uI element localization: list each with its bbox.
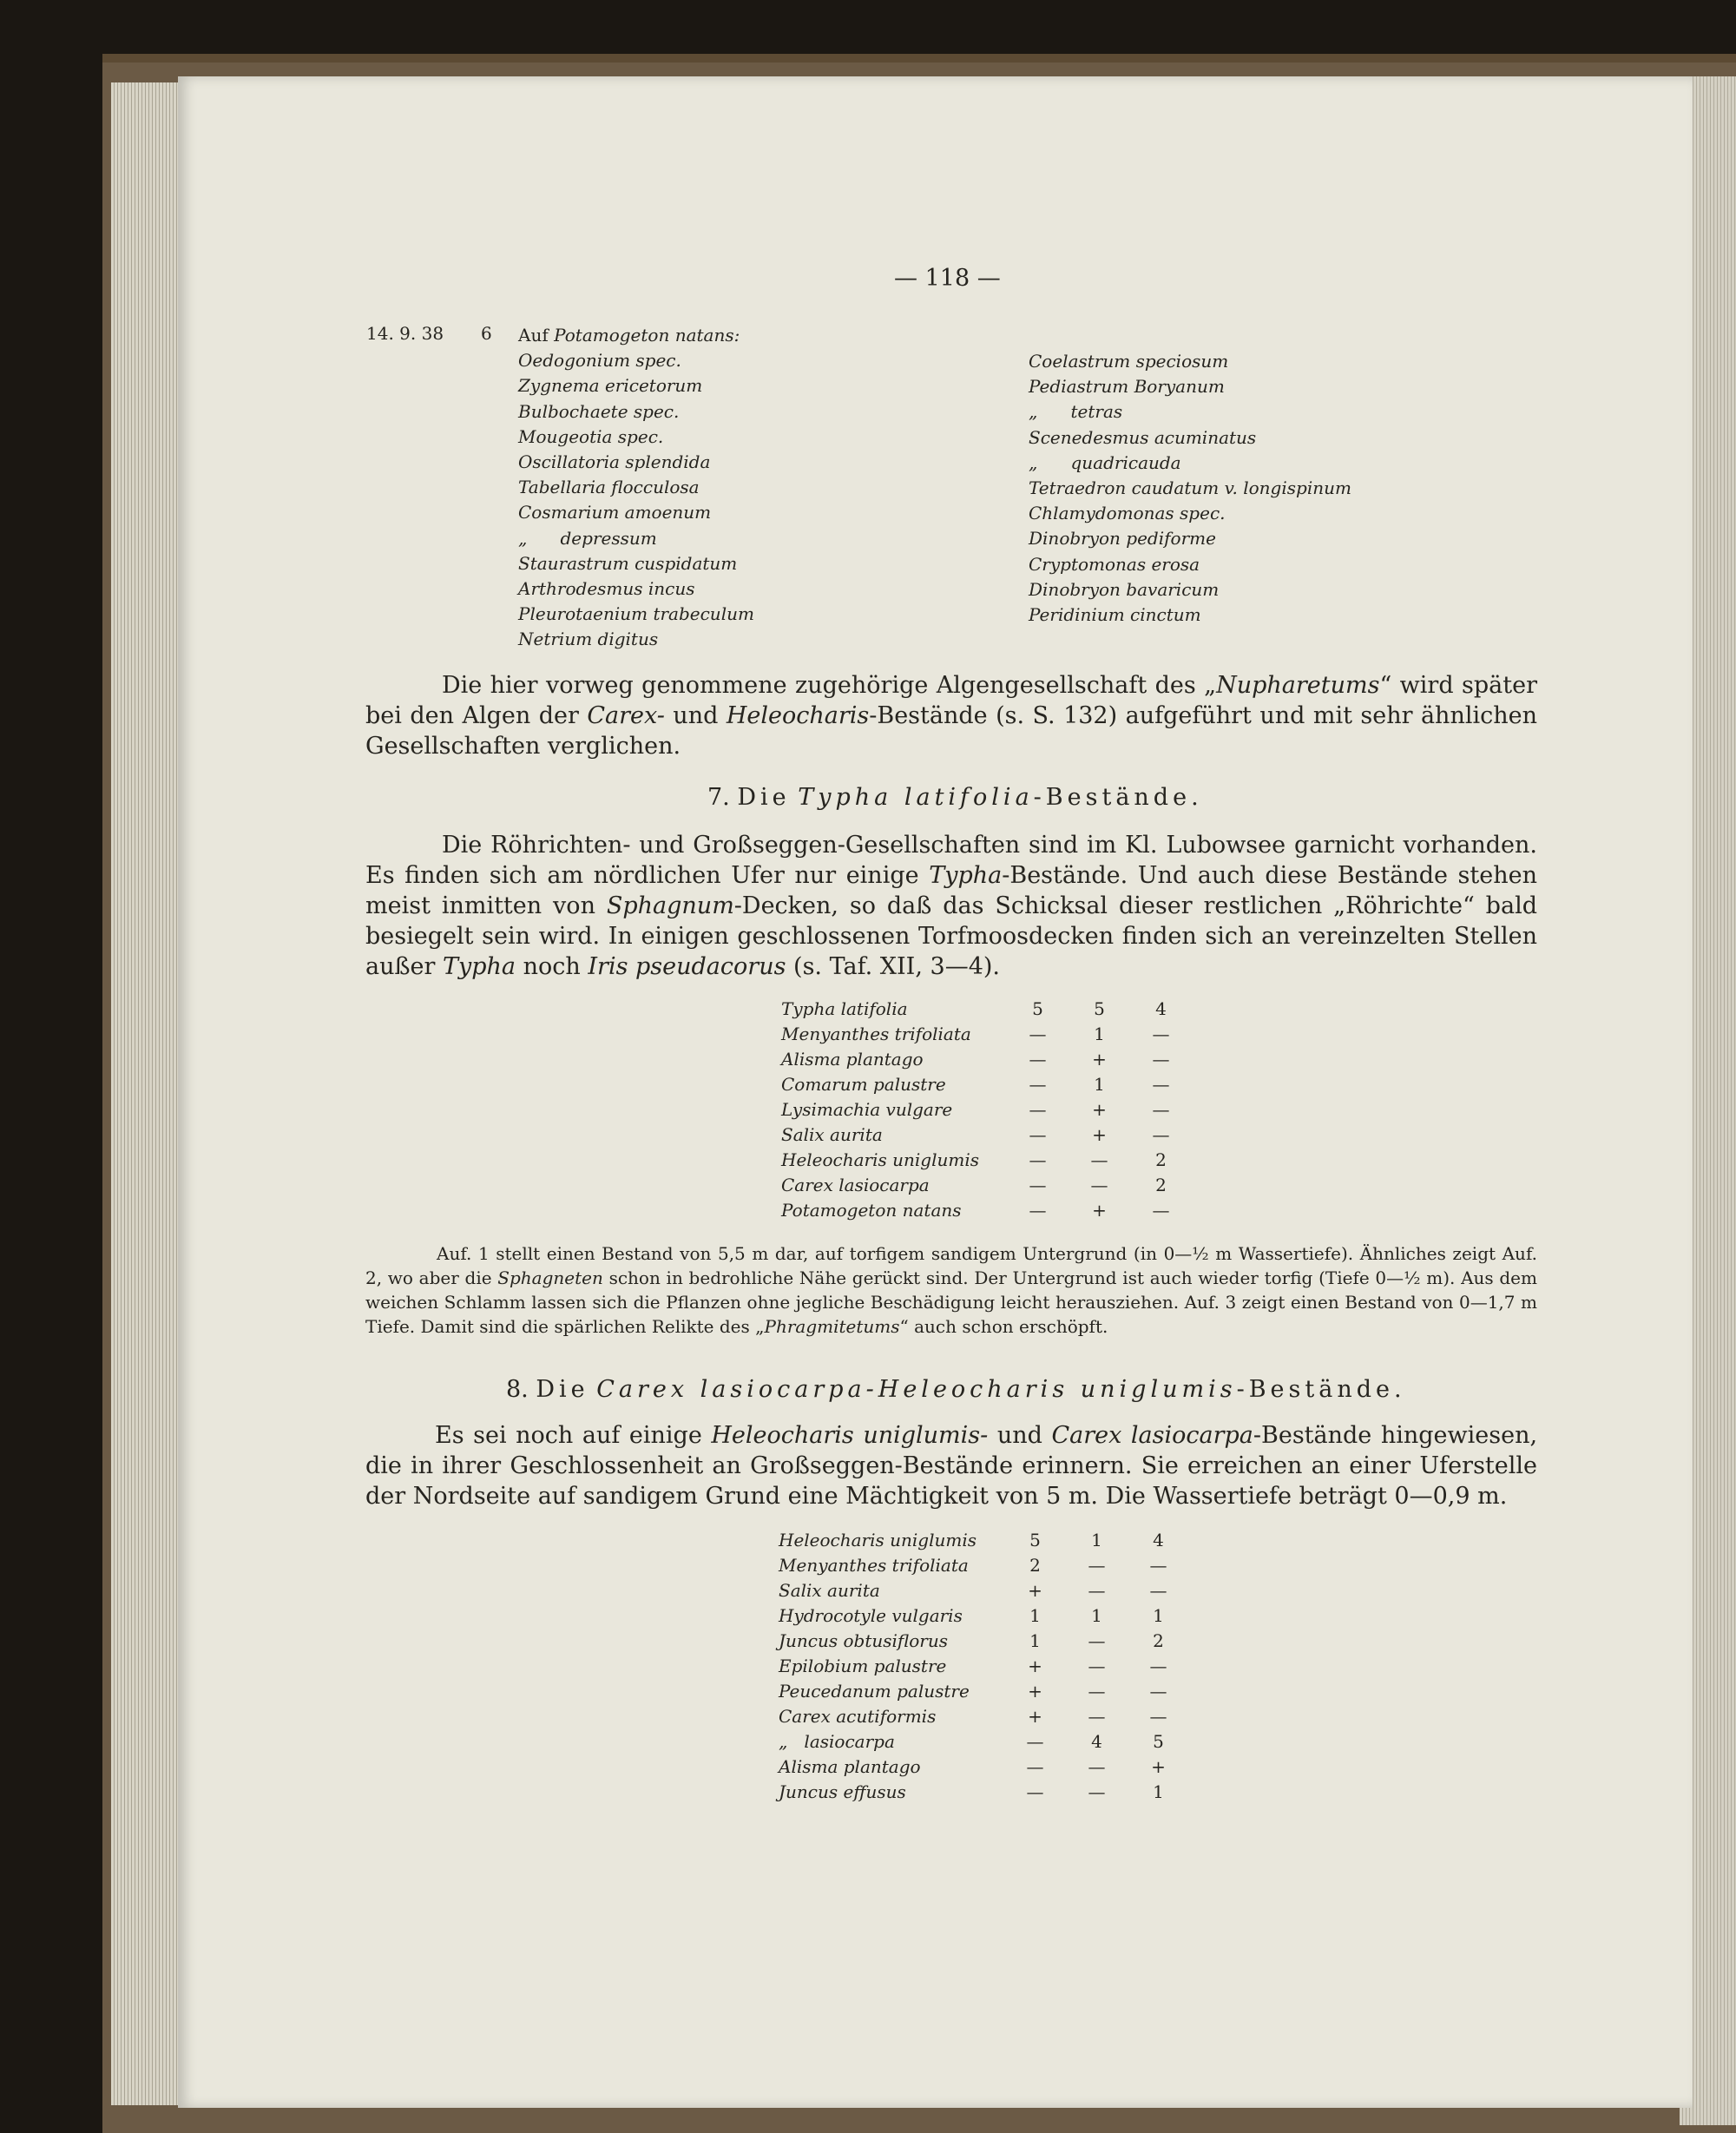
species-item: Peridinium cinctum: [1029, 604, 1201, 626]
table-row: Menyanthes trifoliata 2 — —: [779, 1555, 1167, 1576]
species-item: „ tetras: [1029, 401, 1123, 423]
table-row: Typha latifolia 5 5 4: [781, 998, 1167, 1019]
note-typha: Auf. 1 stellt einen Bestand von 5,5 m dar, auf torfigem sandigem Untergrund (in 0—½ m Wassertiefe). Ähnliches zeigt Auf. 2, wo aber die Sphagneten schon in bedrohliche Nähe gerückt sind. Der Untergrund ist auch wieder torfig (Tiefe 0—½ m). Aus dem weichen Schlamm lassen sich die Pflanzen ohne jegliche Beschädigung leicht herausziehen. Auf. 3 zeigt einen Bestand von 0—1,7 m Tiefe. Damit sind die spärlichen Relikte des „Phragmitetums“ auch schon erschöpft.: [365, 1243, 1537, 1337]
species-item: „ depressum: [518, 527, 657, 549]
species-item: Cryptomonas erosa: [1029, 553, 1200, 575]
table-row: Hydrocotyle vulgaris 1 1 1: [779, 1605, 1164, 1626]
typha-table: [781, 997, 1192, 1223]
section-heading-7: 7. Die Typha latifolia-Bestände.: [707, 784, 1203, 811]
species-item: Zygnema ericetorum: [518, 375, 703, 397]
section-heading-8: 8. Die Carex lasiocarpa-Heleocharis uniglumis-Bestände.: [506, 1376, 1406, 1403]
page-number: — 118 —: [894, 265, 1001, 292]
paragraph-algae: Die hier vorweg genommene zugehörige Algengesellschaft des „Nupharetums“ wird später bei den Algen der Carex- und Heleocharis-Bestände (s. S. 132) aufgeführt und mit sehr ähnlichen Gesellschaften verglichen.: [365, 672, 1537, 760]
species-item: Scenedesmus acuminatus: [1029, 426, 1257, 448]
table-row: Comarum palustre — 1 —: [781, 1074, 1170, 1095]
species-item: Pediastrum Boryanum: [1029, 376, 1225, 398]
table-row: Juncus obtusiflorus 1 — 2: [779, 1630, 1164, 1651]
sample-count: 6: [481, 323, 492, 344]
paragraph-typha: Die Röhrichten- und Großseggen-Gesellschaften sind im Kl. Lubowsee garnicht vorhanden. Es finden sich am nördlichen Ufer nur einige Typha-Bestände. Und auch diese Bestände stehen meist inmitten von Sphagnum-Decken, so daß das Schicksal dieser restlichen „Röhrichte“ bald besiegelt sein wird. In einigen geschlossenen Torfmoosdecken finden sich an vereinzelten Stellen außer Typha noch Iris pseudacorus (s. Taf. XII, 3—4).: [365, 832, 1537, 980]
paragraph-carex: Es sei noch auf einige Heleocharis uniglumis- und Carex lasiocarpa-Bestände hingewiesen, die in ihrer Geschlossenheit an Großseggen-Bestände erinnern. Sie erreichen an einer Uferstelle der Nordseite auf sandigem Grund eine Mächtigkeit von 5 m. Die Wassertiefe beträgt 0—0,9 m.: [365, 1422, 1538, 1510]
table-row: Potamogeton natans — + —: [781, 1200, 1170, 1221]
table-row: „ lasiocarpa — 4 5: [779, 1731, 1164, 1752]
species-list-right: [1029, 349, 1351, 628]
species-item: Tetraedron caudatum v. longispinum: [1029, 477, 1351, 499]
table-row: Carex lasiocarpa — — 2: [781, 1175, 1167, 1195]
species-item: Cosmarium amoenum: [518, 502, 712, 523]
table-row: Peucedanum palustre + — —: [779, 1681, 1167, 1702]
table-row: Menyanthes trifoliata — 1 —: [781, 1024, 1170, 1044]
species-item: Coelastrum speciosum: [1029, 351, 1229, 372]
species-item: Dinobryon pediforme: [1029, 528, 1216, 550]
species-item: Bulbochaete spec.: [518, 400, 680, 422]
carex-table: [779, 1528, 1189, 1805]
table-row: Salix aurita + — —: [779, 1580, 1167, 1601]
table-row: Carex acutiformis + — —: [779, 1706, 1167, 1727]
species-item: Tabellaria flocculosa: [518, 477, 700, 498]
table-row: Alisma plantago — — +: [779, 1756, 1166, 1777]
species-item: Dinobryon bavaricum: [1029, 578, 1220, 600]
species-item: Netrium digitus: [518, 629, 659, 650]
species-item: Oedogonium spec.: [518, 350, 681, 372]
table-row: Juncus effusus — — 1: [779, 1781, 1164, 1802]
table-row: Epilobium palustre + — —: [779, 1656, 1167, 1676]
species-item: Mougeotia spec.: [518, 425, 664, 447]
species-item: Chlamydomonas spec.: [1029, 503, 1226, 524]
species-list-left: [518, 323, 754, 653]
table-row: Lysimachia vulgare — + —: [781, 1099, 1170, 1120]
species-item: Arthrodesmus incus: [518, 578, 695, 600]
species-item: Pleurotaenium trabeculum: [518, 603, 754, 625]
species-item: „ quadricauda: [1029, 451, 1181, 473]
table-row: Heleocharis uniglumis 5 1 4: [779, 1530, 1164, 1550]
table-row: Salix aurita — + —: [781, 1124, 1170, 1145]
sample-date: 14. 9. 38: [366, 323, 444, 344]
species-item: Oscillatoria splendida: [518, 451, 711, 473]
table-row: Heleocharis uniglumis — — 2: [781, 1149, 1167, 1170]
intro-lead: Auf Potamogeton natans:: [518, 325, 740, 346]
table-row: Alisma plantago — + —: [781, 1049, 1170, 1070]
species-item: Staurastrum cuspidatum: [518, 552, 738, 574]
